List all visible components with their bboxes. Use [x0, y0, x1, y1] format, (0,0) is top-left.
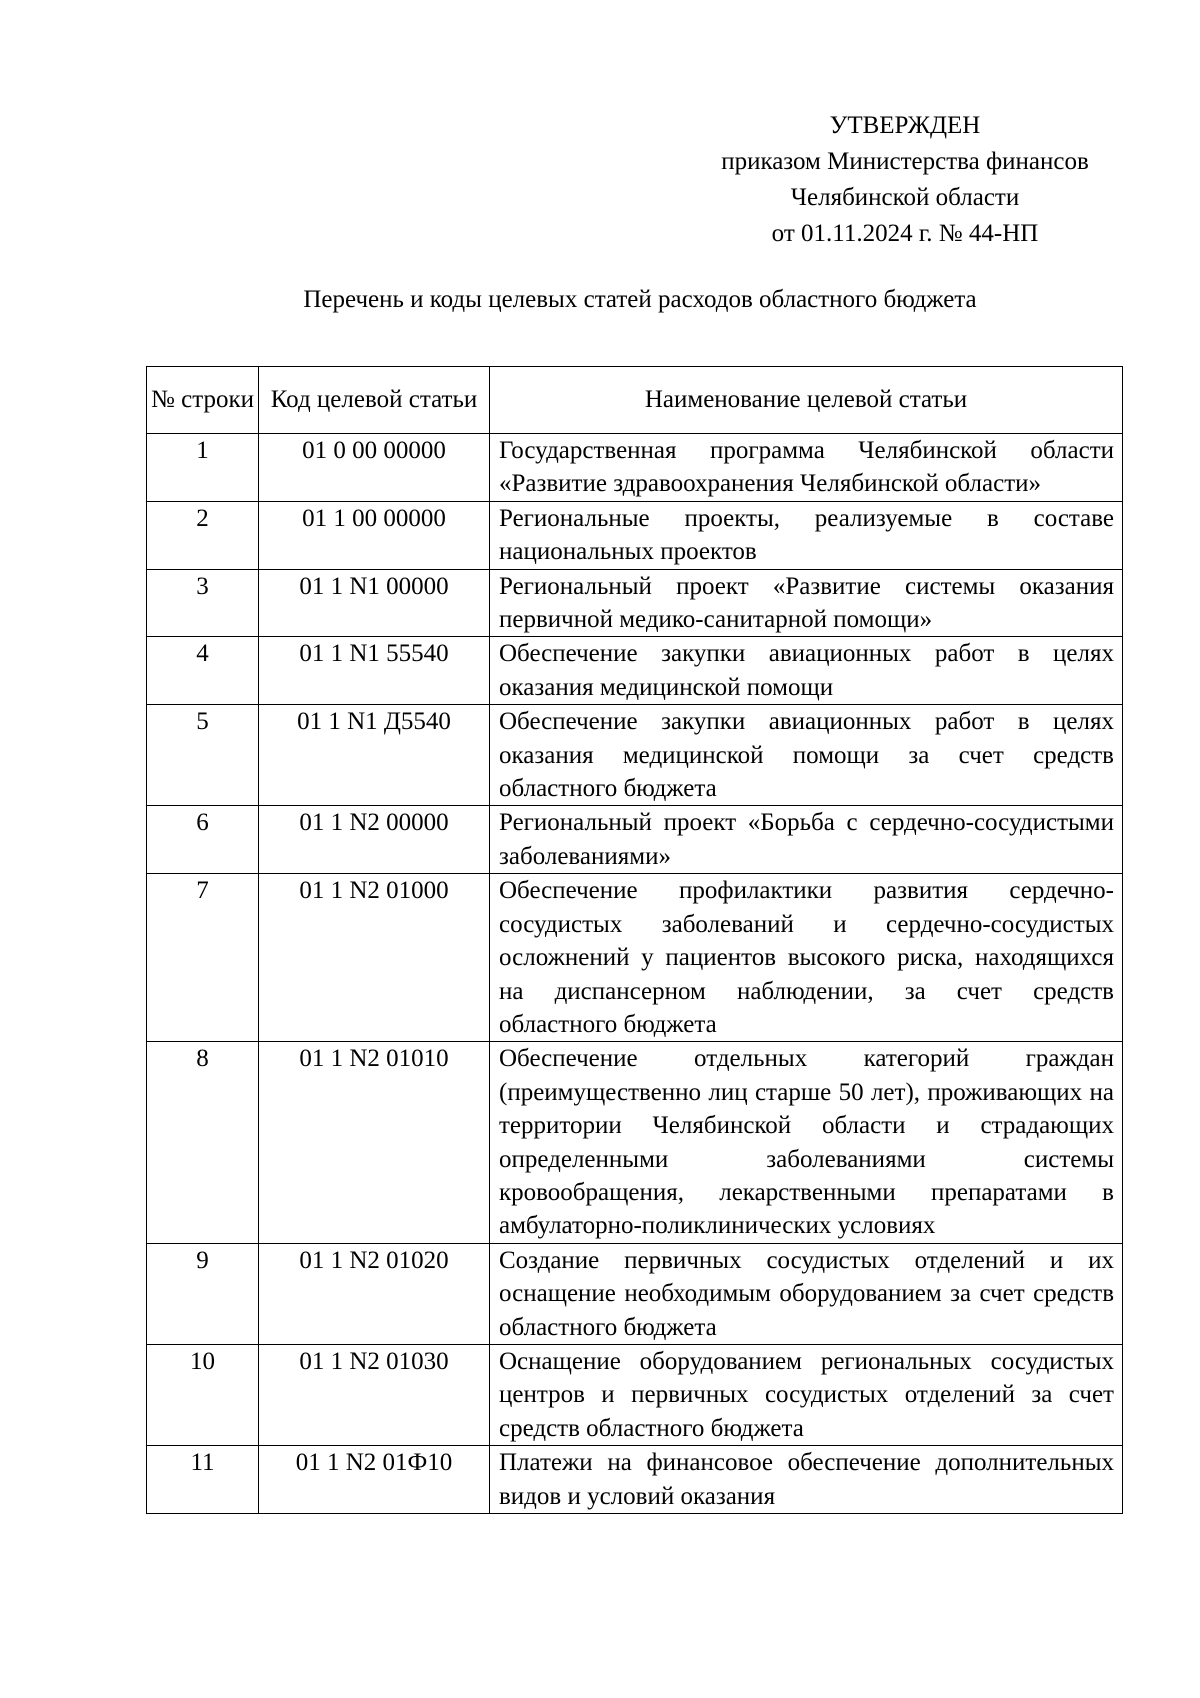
table-row [147, 1344, 1123, 1445]
header-name: Наименование целевой статьи [490, 367, 1123, 434]
table-row [147, 501, 1123, 569]
row-name: Платежи на финансовое обеспечение дополнительных видов и условий оказания [490, 1446, 1123, 1514]
row-name: Обеспечение закупки авиационных работ в целях оказания медицинской помощи [490, 637, 1123, 705]
row-number: 8 [147, 1042, 259, 1243]
row-code: 01 0 00 00000 [259, 434, 490, 502]
table-header-row [147, 367, 1123, 434]
row-number: 4 [147, 637, 259, 705]
approval-region-line: Челябинской области [790, 184, 1020, 211]
row-name: Государственная программа Челябинской области «Развитие здравоохранения Челябинской области» [490, 434, 1123, 502]
row-number: 5 [147, 705, 259, 806]
row-code: 01 1 N2 01000 [259, 874, 490, 1042]
table-row [147, 1042, 1123, 1243]
row-code: 01 1 N2 01010 [259, 1042, 490, 1243]
table-row [147, 434, 1123, 502]
row-code: 01 1 N2 01020 [259, 1243, 490, 1344]
approval-date-line: от 01.11.2024 г. № 44-НП [771, 220, 1039, 247]
row-name: Обеспечение профилактики развития сердечно-сосудистых заболеваний и сердечно-сосудистых осложнений у пациентов высокого риска, находящихся на диспансерном наблюдении, за счет средств областного бюджета [490, 874, 1123, 1042]
row-code: 01 1 00 00000 [259, 501, 490, 569]
table-row [147, 1446, 1123, 1514]
row-number: 11 [147, 1446, 259, 1514]
row-code: 01 1 N2 01030 [259, 1344, 490, 1445]
approval-heading: УТВЕРЖДЕН [829, 112, 981, 139]
row-code: 01 1 N2 00000 [259, 806, 490, 874]
row-number: 2 [147, 501, 259, 569]
row-number: 3 [147, 569, 259, 637]
table-row [147, 806, 1123, 874]
row-name: Обеспечение отдельных категорий граждан (преимущественно лиц старше 50 лет), проживающих на территории Челябинской области и страдающих определенными заболеваниями системы кровообращения, лекарственными препаратами в амбулаторно-поликлинических условиях [490, 1042, 1123, 1243]
row-code: 01 1 N1 Д5540 [259, 705, 490, 806]
table-row [147, 569, 1123, 637]
row-code: 01 1 N1 00000 [259, 569, 490, 637]
row-code: 01 1 N1 55540 [259, 637, 490, 705]
approval-stamp [660, 108, 1150, 252]
row-name: Региональный проект «Борьба с сердечно-сосудистыми заболеваниями» [490, 806, 1123, 874]
table-row [147, 1243, 1123, 1344]
target-items-table [146, 366, 1123, 1514]
header-row-number: № строки [147, 367, 259, 434]
row-name: Создание первичных сосудистых отделений и их оснащение необходимым оборудованием за счет средств областного бюджета [490, 1243, 1123, 1344]
table-row [147, 874, 1123, 1042]
row-number: 9 [147, 1243, 259, 1344]
row-number: 1 [147, 434, 259, 502]
row-number: 10 [147, 1344, 259, 1445]
row-number: 7 [147, 874, 259, 1042]
approval-order-line: приказом Министерства финансов [721, 148, 1089, 175]
table-row [147, 637, 1123, 705]
row-code: 01 1 N2 01Ф10 [259, 1446, 490, 1514]
row-name: Оснащение оборудованием региональных сосудистых центров и первичных сосудистых отделений за счет средств областного бюджета [490, 1344, 1123, 1445]
row-name: Региональные проекты, реализуемые в составе национальных проектов [490, 501, 1123, 569]
row-name: Обеспечение закупки авиационных работ в целях оказания медицинской помощи за счет средств областного бюджета [490, 705, 1123, 806]
table-row [147, 705, 1123, 806]
row-number: 6 [147, 806, 259, 874]
document-title: Перечень и коды целевых статей расходов областного бюджета [303, 286, 977, 313]
header-code: Код целевой статьи [259, 367, 490, 434]
row-name: Региональный проект «Развитие системы оказания первичной медико-санитарной помощи» [490, 569, 1123, 637]
